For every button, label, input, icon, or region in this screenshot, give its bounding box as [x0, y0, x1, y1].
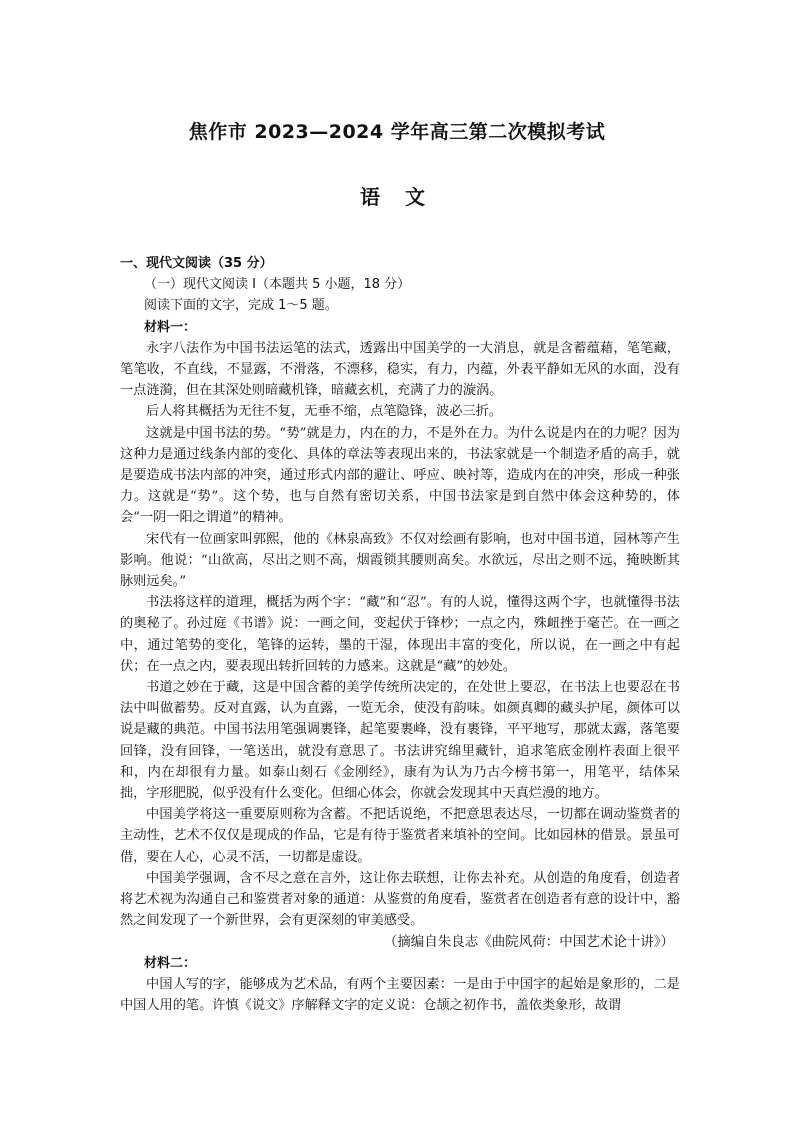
paragraph: 中国美学将这一重要原则称为含蓄。不把话说绝，不把意思表达尽，一切都在调动鉴赏者的主动性，艺术不仅仅是现成的作品，它是有待于鉴赏者来填补的空间。比如园林的借景。景虽可借，要在人心，心灵不活，一切都是虚设。 — [120, 807, 680, 865]
paragraph: 书法将这样的道理，概括为两个字：“藏”和“忍”。有的人说，懂得这两个字，也就懂得书法的奥秘了。孙过庭《书谱》说：一画之间，变起伏于锋杪；一点之内，殊衄挫于毫芒。在一画之中，通过笔势的变化，笔锋的运转，墨的干湿，体现出丰富的变化，所以说，在一画之中有起伏；在一点之内，要表现出转折回转的力感来。这就是“藏”的妙处。 — [120, 595, 680, 674]
source-citation: （摘编自朱良志《曲院风荷：中国艺术论十讲》） — [383, 933, 674, 950]
paragraph: 中国美学强调，含不尽之意在言外，这让你去联想，让你去补充。从创造的角度看，创造者将艺术视为沟通自己和鉴赏者对象的通道：从鉴赏的角度看，鉴赏者在创造者有意的设计中，豁然之间发现了一个新世界，会有更深刻的审美感受。 — [120, 870, 680, 929]
material-label-1: 材料一： — [144, 319, 197, 335]
paragraph: 永字八法作为中国书法运笔的法式，透露出中国美学的一大消息，就是含蓄蕴藉，笔笔藏，笔笔收，不直线，不显露，不滑落，不漂移，稳实，有力，内蕴，外表平静如无风的水面，没有一点涟漪，但在其深处则暗藏机锋，暗藏玄机，充满了力的漩涡。 — [120, 340, 680, 399]
material-label-2: 材料二： — [144, 955, 197, 971]
exam-title: 焦作市 2023—2024 学年高三第二次模拟考试 — [188, 121, 606, 143]
paragraph: 这就是中国书法的势。“势”就是力，内在的力，不是外在力。为什么说是内在的力呢？因为这种力是通过线条内部的变化、具体的章法等表现出来的，书法家就是一个制造矛盾的高手，就是要造成书法内部的冲突，通过形式内部的避让、呼应、映衬等，造成内在的冲突，形成一种张力。这就是“势”。这个势，也与自然有密切关系，中国书法家是到自然中体会这种势的，体会“一阴一阳之谓道”的精神。 — [120, 425, 680, 526]
paragraph: 书道之妙在于藏，这是中国含蓄的美学传统所决定的，在处世上要忍，在书法上也要忍在书法中叫做蓄势。反对直露，认为直露，一览无余，使没有韵味。如颜真卿的藏头护尾，颜体可以说是藏的典范。中国书法用笔强调裹锋，起笔要裹峰，没有裹锋，平平地写，那就太露，落笔要回锋，没有回锋，一笔送出，就没有意思了。书法讲究绵里藏针，追求笔底金刚杵表面上很平和，内在却很有力量。如泰山刻石《金刚经》，康有为认为乃古今榜书第一，用笔平，结体呆拙，字形肥脱，似乎没有什么变化。但细心体会，你就会发现其中天真烂漫的地方。 — [120, 680, 680, 802]
exam-body — [120, 253, 680, 1016]
paragraph: 后人将其概括为无往不复，无垂不缩，点笔隐锋，波必三折。 — [146, 404, 503, 420]
section-heading: 一、现代文阅读（35 分） — [120, 256, 273, 271]
paragraph: 宋代有一位画家叫郭熙，他的《林泉高致》不仅对绘画有影响，也对中国书道，园林等产生影响。他说：“山欲高，尽出之则不高，烟霞锁其腰则高矣。水欲远，尽出之则不远，掩映断其脉则远矣。” — [120, 531, 680, 590]
part-heading: （一）现代文阅读 I（本题共 5 小题，18 分） — [144, 277, 411, 293]
subject-title: 语 文 — [360, 185, 434, 209]
paragraph: 中国人写的字，能够成为艺术品，有两个主要因素：一是由于中国字的起始是象形的，二是中国人用的笔。许慎《说文》序解释文字的定义说：仓颉之初作书，盖依类象形，故谓 — [120, 976, 680, 1014]
instruction-text: 阅读下面的文字，完成 1～5 题。 — [144, 298, 338, 314]
